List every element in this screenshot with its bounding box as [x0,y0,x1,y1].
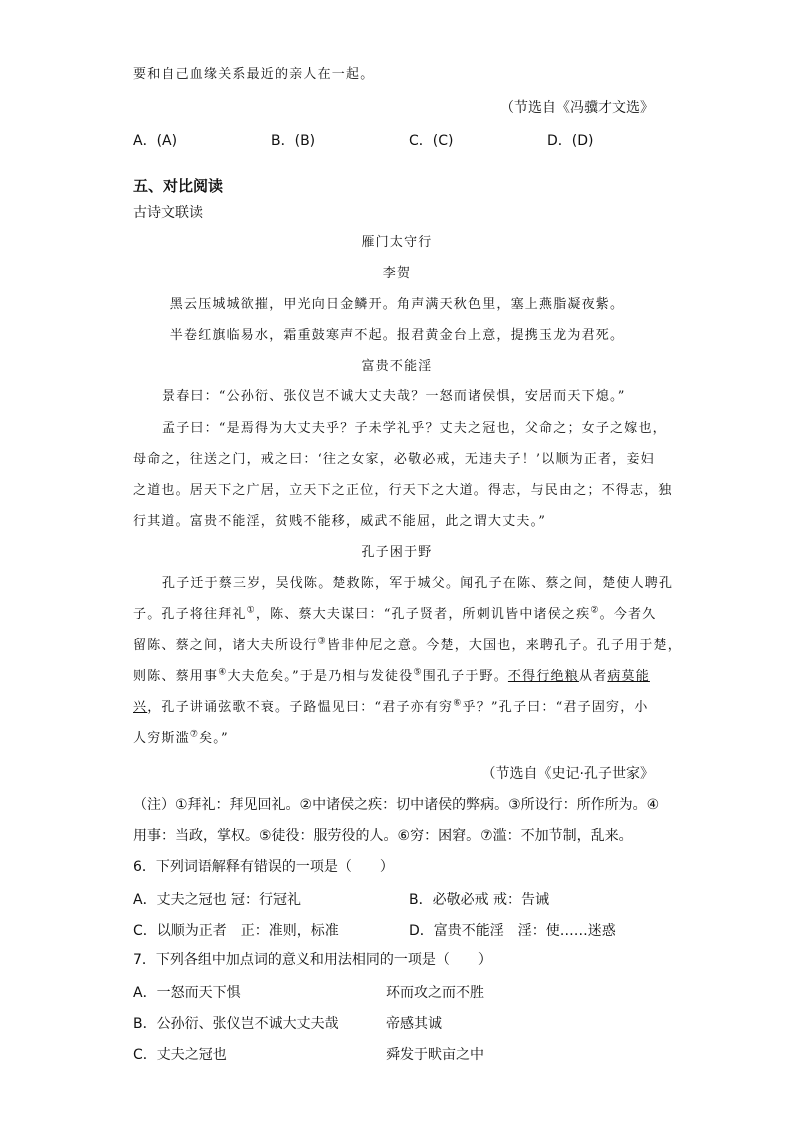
q7-option-c-right: 舜发于畎亩之中 [386,1047,484,1063]
q7-option-b-left[interactable]: B．公孙衍、张仪岂不诚大丈夫哉 [133,1016,339,1032]
text3-title: 孔子困于野 [361,545,433,560]
text2-line-1: 景春曰：“公孙衍、张仪岂不诚大丈夫哉？一怒而诸侯惧，安居而天下熄。” [162,389,626,404]
passage-tail: 要和自己血缘关系最近的亲人在一起。 [133,67,375,82]
text-run: 则陈、蔡用事 [133,669,219,684]
q6-stem: 6．下列词语解释有错误的一项是（ ） [133,859,394,875]
note-marker: ③ [317,636,327,647]
poem-line-2: 半卷红旗临易水，霜重鼓寒声不起。报君黄金台上意，提携玉龙为君死。 [169,328,625,343]
notes-line-1: （注）①拜礼：拜见回礼。②中诸侯之疾：切中诸侯的弊病。③所设行：所作所为。④ [133,797,660,813]
text-run: ，陈、蔡大夫谋曰：“孔子贤者，所刺讥皆中诸侯之疾 [255,607,591,622]
text-run: 围孔子于野。 [422,669,508,684]
text3-line-4 [133,668,650,686]
q7-option-b-right: 帝感其诚 [386,1016,442,1032]
text3-line-5 [133,699,649,717]
poem-title: 雁门太守行 [361,235,433,250]
q7-option-a-left[interactable]: A．一怒而天下惧 [133,985,241,1001]
note-marker: ④ [218,667,228,678]
q6-option-c[interactable]: C．以顺为正者 正：准则，标准 [133,923,339,939]
q7-option-a-right: 环而攻之而不胜 [386,985,484,1001]
section-title: 五、对比阅读 [133,177,224,195]
q7-stem: 7．下列各组中加点词的意义和用法相同的一项是（ ） [133,952,492,968]
text-run: 人穷斯滥 [133,731,190,746]
text2-line-2: 孟子曰：“是焉得为大丈夫乎？子未学礼乎？丈夫之冠也，父命之；女子之嫁也， [162,421,667,436]
q6-option-d[interactable]: D．富贵不能淫 淫：使……迷惑 [409,923,616,939]
q5-option-c[interactable]: C．(C) [409,133,454,149]
note-marker: ② [590,605,600,616]
text2-title: 富贵不能淫 [361,359,433,374]
text3-line-1: 孔子迁于蔡三岁，吴伐陈。楚救陈，军于城父。闻孔子在陈、蔡之间，楚使人聘孔 [162,576,674,591]
text-run: 。今者久 [599,607,657,622]
poem-author: 李贺 [382,266,412,281]
text-run: 皆非仲尼之意。今楚，大国也，来聘孔子。孔子用于楚， [326,638,682,653]
underlined-phrase: 不得行绝粮 [507,669,579,684]
text-run: 大夫危矣。”于是乃相与发徒役 [227,669,414,684]
note-marker: ⑦ [189,729,200,740]
text3-line-2 [133,606,656,624]
source-attribution-shiji: （节选自《史记·孔子世家》 [481,766,654,782]
note-marker: ⑤ [413,667,423,678]
underlined-phrase: 病莫能 [607,669,650,684]
q5-option-d[interactable]: D．(D) [547,133,594,149]
text2-line-4: 之道也。居天下之广居，立天下之正位，行天下之大道。得志，与民由之；不得志，独 [133,483,673,498]
text2-line-5: 行其道。富贵不能淫，贫贱不能移，威武不能屈，此之谓大丈夫。” [133,514,547,529]
text2-line-3: 母命之，往送之门，戒之曰：‘往之女家，必敬必戒，无违夫子！’以顺为正者，妾妇 [133,452,655,467]
q5-option-b[interactable]: B．(B) [271,133,316,149]
text-run: 矣。” [199,731,229,746]
notes-line-2: 用事：当政，掌权。⑤徒役：服劳役的人。⑥穷：困窘。⑦滥：不加节制，乱来。 [133,828,633,844]
text-run: 从者 [578,669,608,684]
text3-line-6 [133,730,229,748]
text-run: ，孔子讲诵弦歌不衰。子路愠见曰：“君子亦有穷 [147,700,454,715]
q7-option-c-left[interactable]: C．丈夫之冠也 [133,1047,227,1063]
note-marker: ⑥ [453,698,463,709]
text3-line-3 [133,637,682,655]
section-subtitle: 古诗文联读 [133,205,203,221]
poem-line-1: 黑云压城城欲摧，甲光向日金鳞开。角声满天秋色里，塞上燕脂凝夜紫。 [169,297,625,312]
q6-option-b[interactable]: B．必敬必戒 戒：告诫 [409,892,550,908]
text-run: 留陈、蔡之间，诸大夫所设行 [133,638,318,653]
q5-option-a[interactable]: A．(A) [133,133,178,149]
note-marker: ① [246,605,256,616]
underlined-phrase: 兴 [133,700,148,715]
source-attribution-feng: （节选自《冯骥才文选》 [500,100,654,116]
text-run: 乎？”孔子曰：“君子固穷，小 [462,700,649,715]
q6-option-a[interactable]: A．丈夫之冠也 冠：行冠礼 [133,892,302,908]
text-run: 子。孔子将往拜礼 [133,607,247,622]
